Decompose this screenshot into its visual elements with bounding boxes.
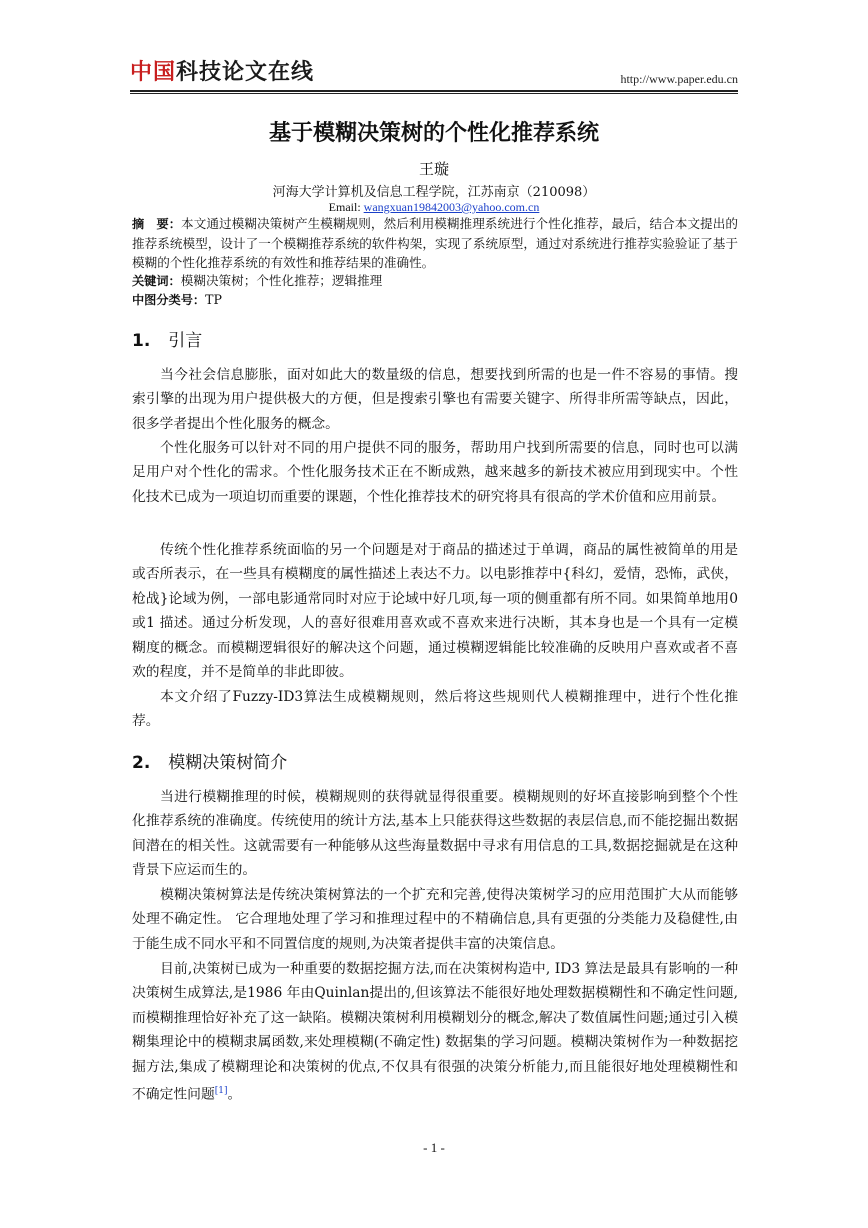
body-paragraph: 模糊决策树算法是传统决策树算法的一个扩充和完善,使得决策树学习的应用范围扩大从而能够处理不确定性。 它合理地处理了学习和推理过程中的不精确信息,具有更强的分类能力及稳健性,由于能生成不同水平和不同置信度的规则,为决策者提供丰富的决策信息。 <box>132 887 738 952</box>
keywords-text: 模糊决策树；个性化推荐；逻辑推理 <box>180 273 383 288</box>
email-label: Email: <box>328 200 364 214</box>
citation-link[interactable]: [1] <box>214 1086 228 1097</box>
body-paragraph: 当今社会信息膨胀，面对如此大的数量级的信息，想要找到所需的也是一件不容易的事情。搜索引擎的出现为用户提供极大的方便，但是搜索引擎也有需要关键字、所得非所需等缺点，因此，很多学者提出个性化服务的概念。 <box>132 367 738 432</box>
author-affiliation: 河海大学计算机及信息工程学院，江苏南京（210098） <box>272 185 596 200</box>
page-header <box>130 58 738 90</box>
classification-label: 中图分类号： <box>132 293 206 307</box>
author-name: 王璇 <box>418 160 449 178</box>
section-heading <box>132 748 287 773</box>
section-heading <box>132 326 202 351</box>
classification <box>132 290 222 310</box>
abstract-label: 摘 要： <box>132 217 182 231</box>
section-number: 1. <box>132 331 151 351</box>
paragraph-end: 。 <box>227 1086 242 1103</box>
keywords-label: 关键词： <box>132 274 181 288</box>
header-divider-thin <box>130 93 738 94</box>
author-email <box>130 200 738 215</box>
logo-text-dark: 科技论文在线 <box>176 60 315 85</box>
abstract <box>132 214 738 272</box>
body-paragraph: 当进行模糊推理的时候，模糊规则的获得就显得很重要。模糊规则的好坏直接影响到整个个性化推荐系统的准确度。传统使用的统计方法,基本上只能获得这些数据的表层信息,而不能挖掘出数据间潜在的相关性。这就需要有一种能够从这些海量数据中寻求有用信息的工具,数据挖掘就是在这种背景下应运而生的。 <box>132 789 738 879</box>
page-number: - 1 - <box>423 1140 445 1155</box>
section-number: 2. <box>132 753 151 773</box>
site-url[interactable]: http://www.paper.edu.cn <box>620 72 738 86</box>
body-paragraph: 个性化服务可以针对不同的用户提供不同的服务，帮助用户找到所需要的信息，同时也可以满足用户对个性化的需求。个性化服务技术正在不断成熟，越来越多的新技术被应用到现实中。个性化技术已成为一项迫切而重要的课题，个性化推荐技术的研究将具有很高的学术价值和应用前景。 <box>132 440 738 505</box>
section-title: 引言 <box>168 331 203 351</box>
section-title: 模糊决策树简介 <box>168 753 288 773</box>
paragraph-text: 目前,决策树已成为一种重要的数据挖掘方法,而在决策树构造中, ID3 算法是最具有影响的一种决策树生成算法,是1986 年由Quinlan提出的,但该算法不能很好地处理数据模糊性和不确定性问题,而模糊推理恰好补充了这一缺陷。模糊决策树利用模糊划分的概念,解决了数值属性问题;通过引入模糊集理论中的模糊隶属函数,来处理模糊(不确定性) 数据集的学习问题。模糊决策树作为一种数据挖掘方法,集成了模糊理论和决策树的优点,不仅具有很强的决策分析能力,而且能很好地处理模糊性和不确定性问题 <box>132 961 738 1103</box>
site-logo[interactable] <box>130 58 314 88</box>
body-paragraph: 本文介绍了Fuzzy-ID3算法生成模糊规则，然后将这些规则代人模糊推理中，进行个性化推荐。 <box>132 689 738 730</box>
body-paragraph: 传统个性化推荐系统面临的另一个问题是对于商品的描述过于单调，商品的属性被简单的用是或否所表示，在一些具有模糊度的属性描述上表达不力。以电影推荐中{科幻，爱情，恐怖，武侠，枪战}论域为例，一部电影通常同时对应于论域中好几项,每一项的侧重都有所不同。如果简单地用0 或1 描述。通过分析发现，人的喜好很难用喜欢或不喜欢来进行决断，其本身也是一个具有一定模糊度的概念。而模糊逻辑很好的解决这个问题，通过模糊逻辑能比较准确的反映用户喜欢或者不喜欢的程度，并不是简单的非此即彼。 <box>132 542 738 681</box>
email-link[interactable]: wangxuan19842003@yahoo.com.cn <box>363 200 540 214</box>
classification-text: TP <box>205 292 222 307</box>
header-divider <box>130 90 738 92</box>
logo-text-red: 中国 <box>130 60 177 85</box>
abstract-text: 本文通过模糊决策树产生模糊规则，然后利用模糊推理系统进行个性化推荐，最后，结合本文提出的推荐系统模型，设计了一个模糊推荐系统的软件构架，实现了系统原型，通过对系统进行推荐实验验证了基于模糊的个性化推荐系统的有效性和推荐结果的准确性。 <box>132 216 739 270</box>
keywords <box>132 271 382 291</box>
paper-title: 基于模糊决策树的个性化推荐系统 <box>268 121 599 146</box>
body-paragraph <box>132 957 738 1107</box>
